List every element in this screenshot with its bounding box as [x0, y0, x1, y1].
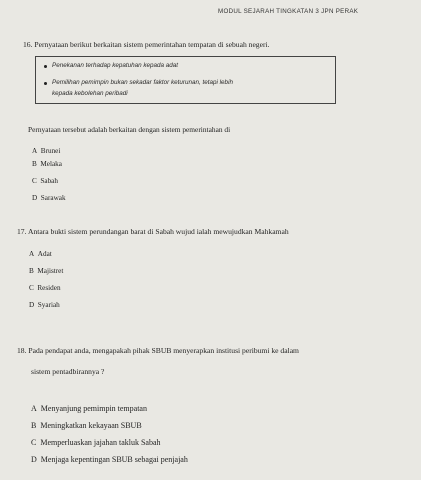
option-b[interactable]: B Majistret	[29, 267, 64, 275]
option-c[interactable]: C Residen	[29, 284, 61, 292]
question-18-text-continued: sistem pentadbirannya ?	[31, 367, 105, 376]
question-number: 16.	[23, 40, 33, 49]
option-d[interactable]: D Syariah	[29, 301, 60, 309]
option-c[interactable]: C Memperluaskan jajahan takluk Sabah	[31, 438, 161, 447]
option-d[interactable]: D Sarawak	[32, 194, 66, 202]
option-a[interactable]: A Brunei	[32, 147, 61, 155]
option-a[interactable]: A Adat	[29, 250, 52, 258]
bullet-icon	[44, 65, 47, 68]
module-header: MODUL SEJARAH TINGKATAN 3 JPN PERAK	[218, 8, 359, 15]
question-18-text	[17, 346, 299, 355]
option-b[interactable]: B Melaka	[32, 160, 62, 168]
question-text: Pernyataan berikut berkaitan sistem pemerintahan tempatan di sebuah negeri.	[34, 40, 270, 49]
statement-text: Penekanan terhadap kepatuhan kepada adat	[52, 62, 179, 69]
question-17-text	[17, 227, 289, 236]
option-c[interactable]: C Sabah	[32, 177, 58, 185]
question-text: Pada pendapat anda, mengapakah pihak SBUB menyerapkan institusi peribumi ke dalam	[28, 346, 299, 355]
question-number: 18.	[17, 346, 27, 355]
question-16-stem: Pernyataan tersebut adalah berkaitan dengan sistem pemerintahan di	[28, 125, 231, 134]
statement-box	[35, 56, 336, 104]
statement-text-continued: kepada kebolehan peribadi	[52, 90, 128, 97]
question-16-text	[23, 40, 408, 49]
option-a[interactable]: A Menyanjung pemimpin tempatan	[31, 404, 147, 413]
option-d[interactable]: D Menjaga kepentingan SBUB sebagai penjajah	[31, 455, 188, 464]
bullet-icon	[44, 82, 47, 85]
question-number: 17.	[17, 227, 27, 236]
option-b[interactable]: B Meningkatkan kekayaan SBUB	[31, 421, 142, 430]
question-text: Antara bukti sistem perundangan barat di Sabah wujud ialah mewujudkan Mahkamah	[27, 227, 289, 236]
statement-text: Pemilihan pemimpin bukan sekadar faktor keturunan, tetapi lebih	[52, 79, 233, 86]
